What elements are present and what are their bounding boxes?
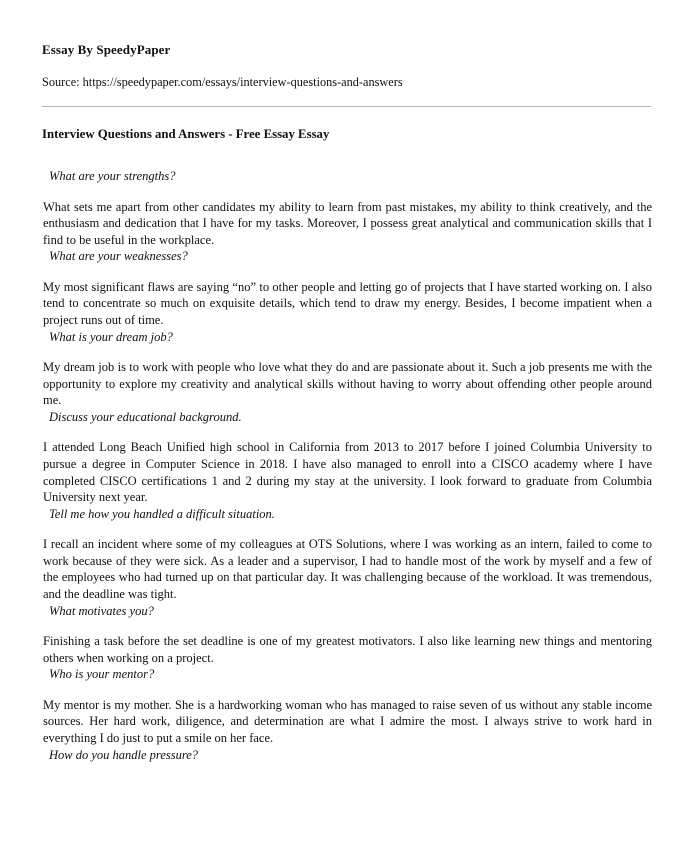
qa-block — [42, 747, 651, 764]
answer-text: My mentor is my mother. She is a hardworking woman who has managed to raise seven of us without any stable income sources. Her hard work, diligence, and determination are what I admire the most. I always strive to work hard in everything I do just to put a smile on her face. — [43, 697, 652, 745]
question-text: What motivates you? — [49, 603, 154, 618]
qa-block — [42, 666, 651, 746]
answer-text: I recall an incident where some of my colleagues at OTS Solutions, where I was working as an intern, failed to come to work because of they were sick. As a leader and a supervisor, I had to handle most of the work by myself and a few of the employees who had turned up on that particular day. It was challenging because of the workload. It was tremendous, and the deadline was tight. — [43, 537, 652, 601]
page-title: Interview Questions and Answers - Free Essay Essay — [42, 127, 330, 141]
question-text: Tell me how you handled a difficult situation. — [49, 506, 275, 521]
answer-text: My most significant flaws are saying “no” to other people and letting go of projects that I have started working on. I also tend to concentrate so much on exquisite details, which tend to draw my energy. Besides, I become impatient when a project runs out of time. — [43, 279, 652, 327]
header-divider — [42, 106, 651, 107]
answer-text: My dream job is to work with people who love what they do and are passionate about it. Such a job presents me with the opportunity to explore my creativity and analytical skills without having to worry about offending other people around me. — [43, 360, 652, 408]
essay-body — [42, 168, 651, 763]
qa-block — [42, 603, 651, 667]
question-text: Who is your mentor? — [49, 667, 155, 682]
qa-block — [42, 329, 651, 409]
qa-block — [42, 409, 651, 506]
source-url-line: Source: https://speedypaper.com/essays/interview-questions-and-answers — [42, 75, 403, 89]
question-text: How do you handle pressure? — [49, 747, 199, 762]
answer-text: I attended Long Beach Unified high school in California from 2013 to 2017 before I joined Columbia University to pursue a degree in Computer Science in 2018. I have also managed to enroll into a CISCO academy where I have completed CISCO certifications 1 and 2 during my stay at the university. I look forward to graduate from Columbia University next year. — [43, 440, 652, 505]
qa-block — [42, 168, 651, 248]
question-text: What are your weaknesses? — [49, 249, 188, 264]
qa-block — [42, 506, 651, 603]
answer-text: Finishing a task before the set deadline is one of my greatest motivators. I also like learning new things and mentoring others when working on a project. — [43, 634, 652, 665]
answer-text: What sets me apart from other candidates my ability to learn from past mistakes, my ability to think creatively, and the enthusiasm and dedication that I have for my tasks. Moreover, I possess great analytical and communication skills that I find to be useful in the workplace. — [43, 199, 652, 247]
site-name: Essay By SpeedyPaper — [42, 42, 171, 57]
qa-block — [42, 248, 651, 328]
question-text: What are your strengths? — [49, 169, 176, 183]
question-text: What is your dream job? — [49, 329, 173, 344]
question-text: Discuss your educational background. — [49, 409, 242, 424]
